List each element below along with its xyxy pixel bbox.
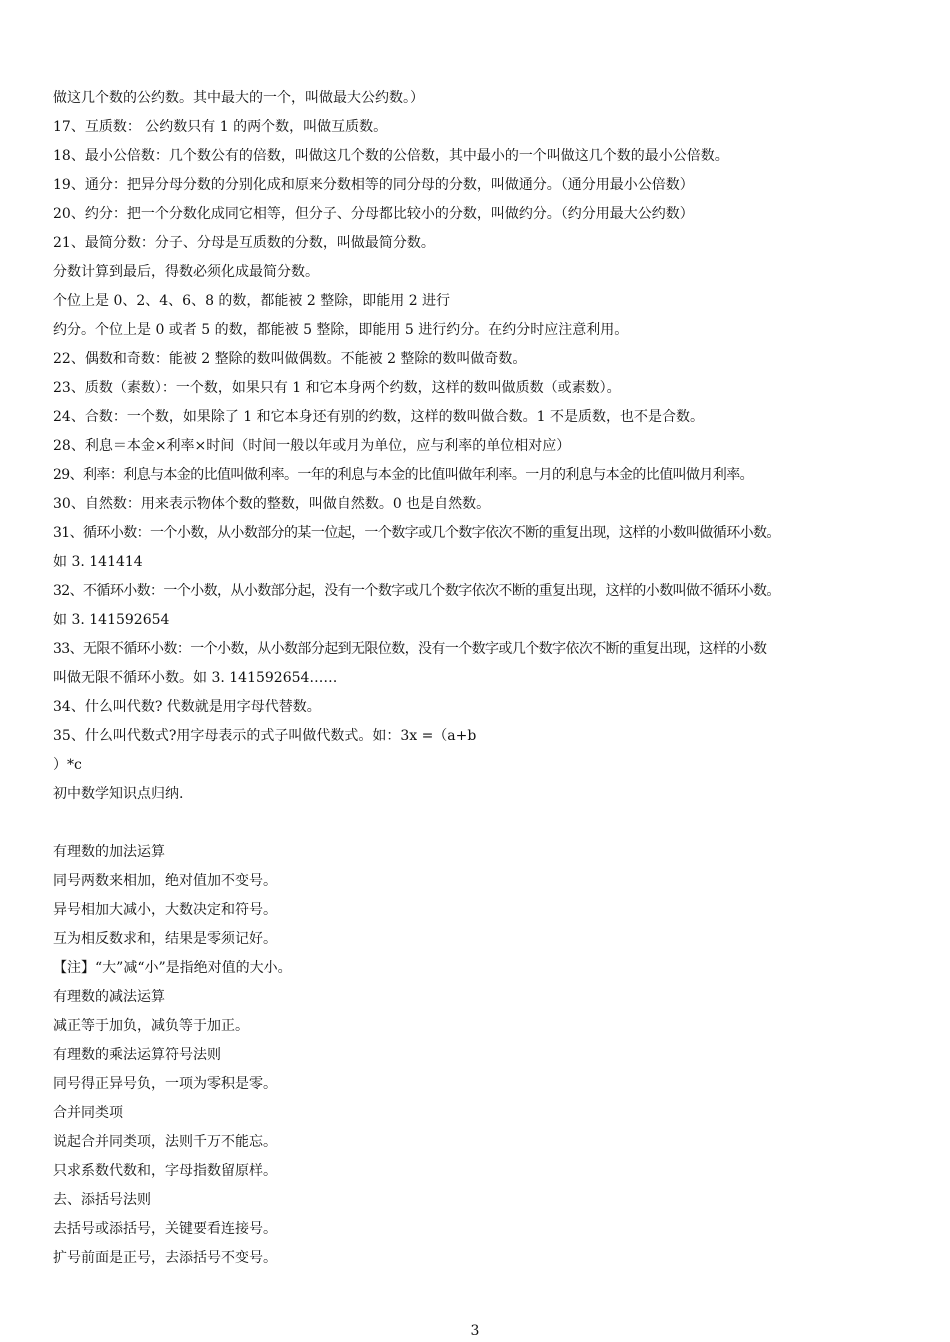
note-line: 【注】“大”减“小”是指绝对值的大小。	[53, 960, 292, 976]
text-line: 21、最简分数：分子、分母是互质数的分数，叫做最简分数。	[53, 235, 435, 251]
text-line: 减正等于加负，减负等于加正。	[53, 1018, 249, 1034]
blank-line	[53, 809, 913, 838]
text-line: 31、循环小数：一个小数，从小数部分的某一位起，一个数字或几个数字依次不断的重复出现，这样的小数叫做循环小数。	[53, 525, 780, 541]
text-line: 35、什么叫代数式?用字母表示的式子叫做代数式。如：3x =（a+b	[53, 728, 477, 744]
document-body	[53, 84, 913, 1273]
text-line: 28、利息＝本金×利率×时间（时间一般以年或月为单位，应与利率的单位相对应）	[53, 438, 571, 454]
text-line: 如 3. 141414	[53, 554, 143, 570]
text-line: 30、自然数：用来表示物体个数的整数，叫做自然数。0 也是自然数。	[53, 496, 491, 512]
page-number: 3	[470, 1323, 480, 1339]
text-line: 个位上是 0、2、4、6、8 的数，都能被 2 整除，即能用 2 进行	[53, 293, 451, 309]
text-line: 19、通分：把异分母分数的分别化成和原来分数相等的同分母的分数，叫做通分。（通分用最小公倍数）	[53, 177, 694, 193]
section-heading: 有理数的乘法运算符号法则	[53, 1047, 221, 1063]
text-line: 做这几个数的公约数。其中最大的一个，叫做最大公约数。）	[53, 90, 424, 106]
text-line: 约分。个位上是 0 或者 5 的数，都能被 5 整除，即能用 5 进行约分。在约分时应注意利用。	[53, 322, 629, 338]
text-line: 分数计算到最后，得数必须化成最简分数。	[53, 264, 319, 280]
text-line: 20、约分：把一个分数化成同它相等，但分子、分母都比较小的分数，叫做约分。（约分用最大公约数）	[53, 206, 694, 222]
text-line: 只求系数代数和，字母指数留原样。	[53, 1163, 277, 1179]
text-line: ）*c	[53, 757, 82, 773]
section-heading: 去、添括号法则	[53, 1192, 151, 1208]
text-line: 说起合并同类项，法则千万不能忘。	[53, 1134, 277, 1150]
text-line: 24、合数：一个数，如果除了 1 和它本身还有别的约数，这样的数叫做合数。1 不是质数，也不是合数。	[53, 409, 704, 425]
text-line: 22、偶数和奇数：能被 2 整除的数叫做偶数。不能被 2 整除的数叫做奇数。	[53, 351, 527, 367]
text-line: 34、什么叫代数? 代数就是用字母代替数。	[53, 699, 321, 715]
section-heading: 合并同类项	[53, 1105, 123, 1121]
text-line: 18、最小公倍数：几个数公有的倍数，叫做这几个数的公倍数，其中最小的一个叫做这几个数的最小公倍数。	[53, 148, 729, 164]
text-line: 同号两数来相加，绝对值加不变号。	[53, 873, 277, 889]
text-line: 如 3. 141592654	[53, 612, 170, 628]
text-line: 初中数学知识点归纳.	[53, 786, 184, 802]
text-line: 同号得正异号负，一项为零积是零。	[53, 1076, 277, 1092]
text-line: 29、利率：利息与本金的比值叫做利率。一年的利息与本金的比值叫做年利率。一月的利息与本金的比值叫做月利率。	[53, 467, 754, 483]
text-line: 扩号前面是正号，去添括号不变号。	[53, 1250, 277, 1266]
text-line: 17、互质数： 公约数只有 1 的两个数，叫做互质数。	[53, 119, 388, 135]
text-line: 互为相反数求和，结果是零须记好。	[53, 931, 277, 947]
text-line: 23、质数（素数）：一个数，如果只有 1 和它本身两个约数，这样的数叫做质数（或素数）。	[53, 380, 621, 396]
text-line: 32、不循环小数：一个小数，从小数部分起，没有一个数字或几个数字依次不断的重复出现，这样的小数叫做不循环小数。	[53, 583, 780, 599]
section-heading: 有理数的减法运算	[53, 989, 165, 1005]
section-heading: 有理数的加法运算	[53, 844, 165, 860]
text-line: 33、无限不循环小数：一个小数，从小数部分起到无限位数，没有一个数字或几个数字依次不断的重复出现，这样的小数	[53, 641, 767, 657]
text-line: 叫做无限不循环小数。如 3. 141592654……	[53, 670, 338, 686]
text-line: 去括号或添括号，关键要看连接号。	[53, 1221, 277, 1237]
text-line: 异号相加大减小，大数决定和符号。	[53, 902, 277, 918]
